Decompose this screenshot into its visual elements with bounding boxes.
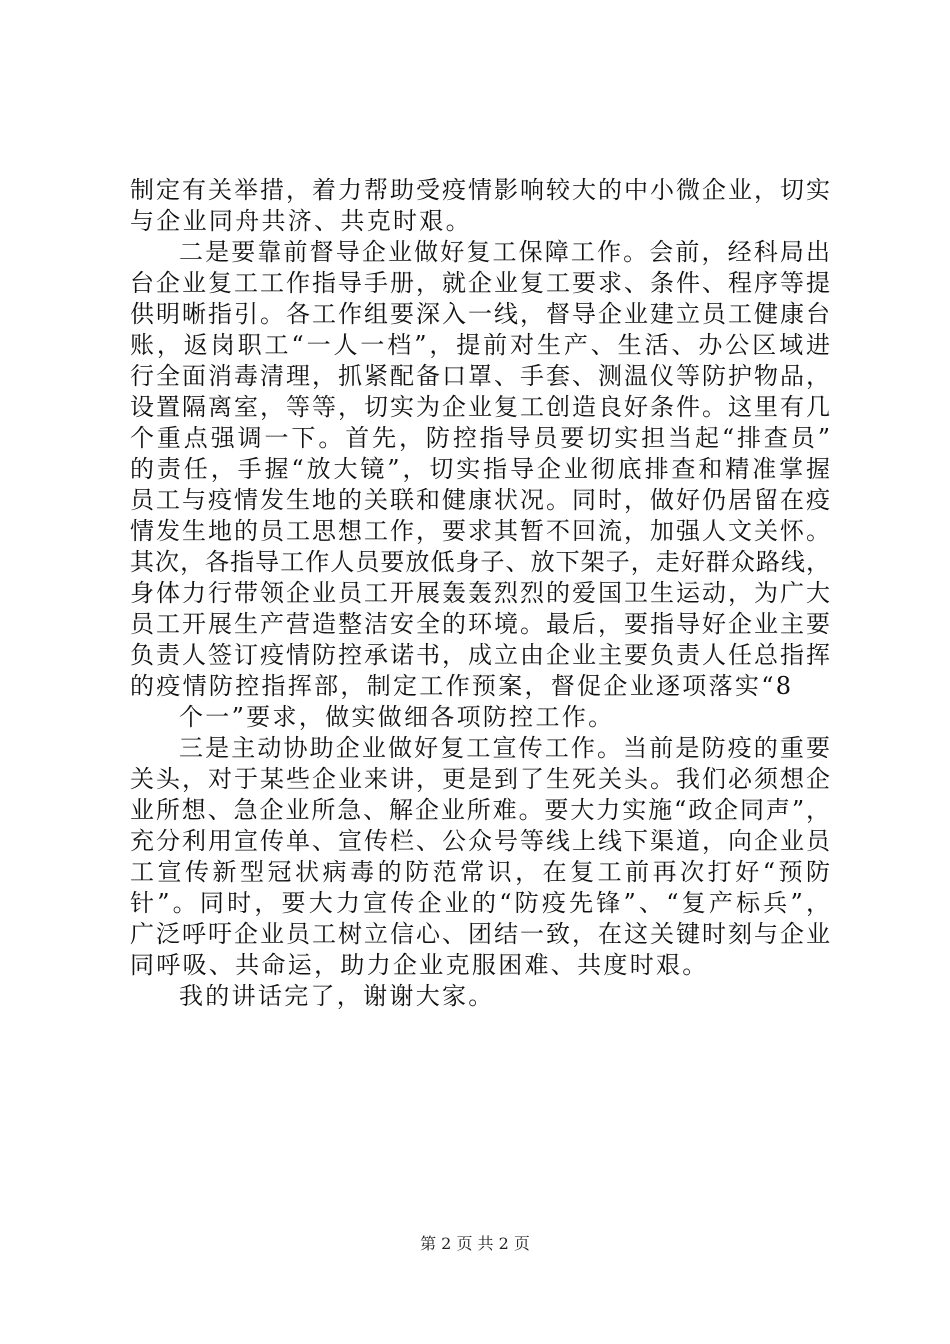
text-line: 充分利用宣传单、宣传栏、公众号等线上线下渠道，向企业员 xyxy=(130,827,830,855)
text-line: 三是主动协助企业做好复工宣传工作。当前是防疫的重要 xyxy=(179,734,830,762)
text-line: 身体力行带领企业员工开展轰轰烈烈的爱国卫生运动，为广大 xyxy=(130,579,830,607)
text-line: 的责任，手握“放大镜”，切实指导企业彻底排查和精准掌握 xyxy=(130,455,830,483)
page-footer: 第 2 页 共 2 页 xyxy=(420,1234,530,1253)
text-line: 工宣传新型冠状病毒的防范常识，在复工前再次打好“预防 xyxy=(130,858,830,886)
text-line: 同呼吸、共命运，助力企业克服困难、共度时艰。 xyxy=(130,951,709,979)
text-line: 与企业同舟共济、共克时艰。 xyxy=(130,207,472,235)
text-line: 关头，对于某些企业来讲，更是到了生死关头。我们必须想企 xyxy=(130,765,830,793)
text-line: 行全面消毒清理，抓紧配备口罩、手套、测温仪等防护物品， xyxy=(130,362,830,390)
text-line: 广泛呼吁企业员工树立信心、团结一致，在这关键时刻与企业 xyxy=(130,920,830,948)
document-body xyxy=(130,175,830,1012)
text-line: 账，返岗职工“一人一档”，提前对生产、生活、办公区域进 xyxy=(130,331,830,359)
text-line: 其次，各指导工作人员要放低身子、放下架子，走好群众路线， xyxy=(130,548,830,576)
text-line: 业所想、急企业所急、解企业所难。要大力实施“政企同声”， xyxy=(130,796,830,824)
text-line: 我的讲话完了，谢谢大家。 xyxy=(179,982,495,1010)
text-line: 设置隔离室，等等，切实为企业复工创造良好条件。这里有几 xyxy=(130,393,830,421)
text-line: 供明晰指引。各工作组要深入一线，督导企业建立员工健康台 xyxy=(130,300,830,328)
text-line: 个一”要求，做实做细各项防控工作。 xyxy=(179,703,615,731)
text-line: 员工开展生产营造整洁安全的环境。最后，要指导好企业主要 xyxy=(130,610,830,638)
text-line: 员工与疫情发生地的关联和健康状况。同时，做好仍居留在疫 xyxy=(130,486,830,514)
text-line: 个重点强调一下。首先，防控指导员要切实担当起“排查员” xyxy=(130,424,830,452)
text-line: 负责人签订疫情防控承诺书，成立由企业主要负责人任总指挥 xyxy=(130,641,830,669)
text-line: 制定有关举措，着力帮助受疫情影响较大的中小微企业，切实 xyxy=(130,176,830,204)
text-line: 的疫情防控指挥部，制定工作预案，督促企业逐项落实“8 xyxy=(130,672,794,700)
text-line: 针”。同时，要大力宣传企业的“防疫先锋”、“复产标兵”， xyxy=(130,889,830,917)
text-line: 情发生地的员工思想工作，要求其暂不回流，加强人文关怀。 xyxy=(130,517,830,545)
text-line: 二是要靠前督导企业做好复工保障工作。会前，经科局出 xyxy=(179,238,830,266)
text-line: 台企业复工工作指导手册，就企业复工要求、条件、程序等提 xyxy=(130,269,830,297)
